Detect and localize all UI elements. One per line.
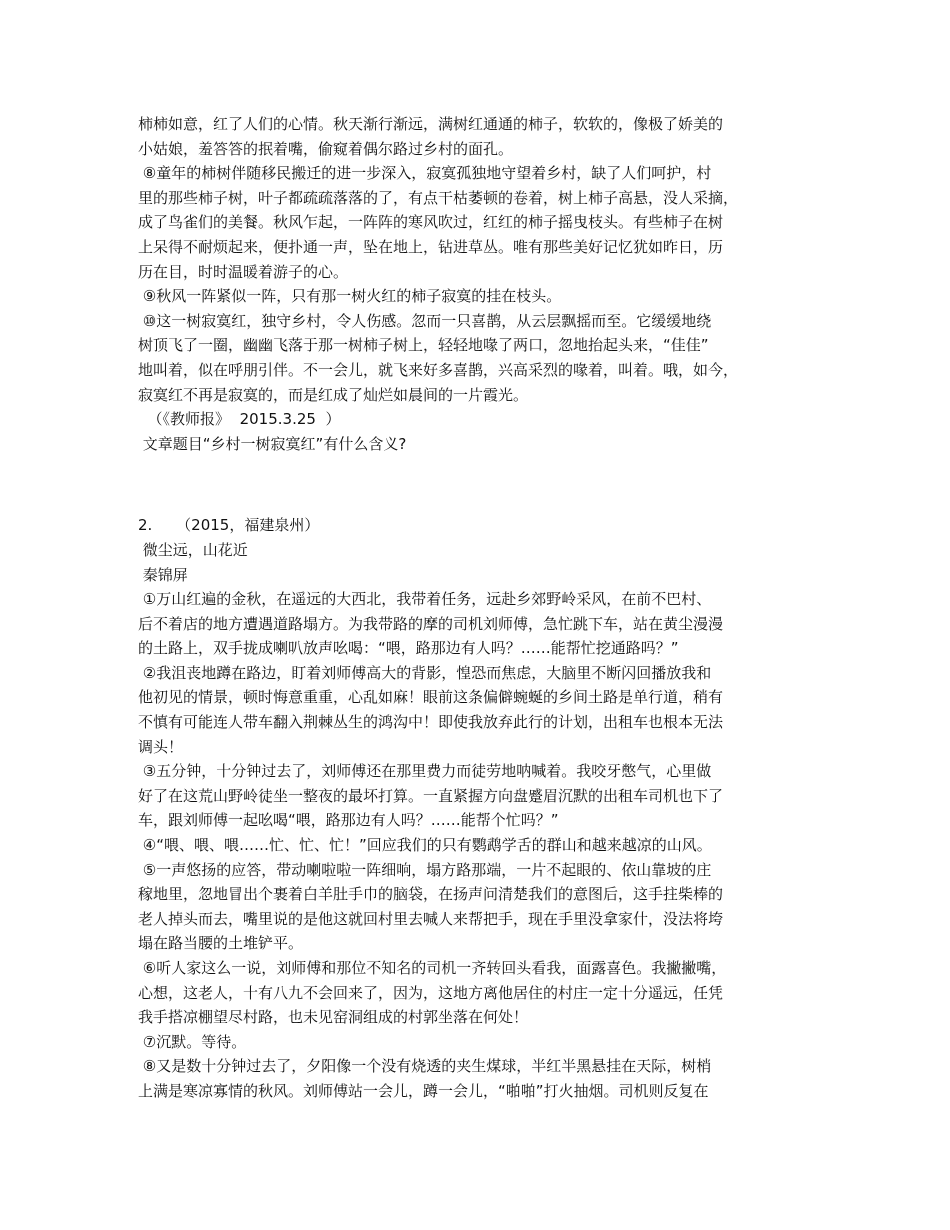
source-citation: （《教师报》 2015.3.25 ） [138, 410, 341, 429]
text-line: ⑦沉默。等待。 [138, 1032, 247, 1051]
text-line: 寂寞红不再是寂寞的，而是红成了灿烂如晨间的一片霞光。 [138, 385, 529, 404]
text-line: ③五分钟，十分钟过去了，刘师傅还在那里费力而徒劳地呐喊着。我咬牙憋气，心里做 [138, 762, 712, 781]
article-author: 秦锦屏 [138, 565, 188, 584]
text-line: 车，跟刘师傅一起吆喝“喂，路那边有人吗？……能帮个忙吗？” [138, 811, 559, 830]
question-number: 2. （2015，福建泉州） [138, 516, 320, 535]
text-line: ⑧又是数十分钟过去了，夕阳像一个没有烧透的夹生煤球，半红半黑悬挂在天际，树梢 [138, 1057, 712, 1076]
text-line: 好了在这荒山野岭徒坐一整夜的最坏打算。一直紧握方向盘蹙眉沉默的出租车司机也下了 [138, 786, 724, 805]
section-gap [138, 456, 752, 513]
text-line: 地叫着，似在呼朋引伴。不一会儿，就飞来好多喜鹊，兴高采烈的喙着，叫着。哦，如今， [138, 360, 739, 379]
text-line: 稼地里，忽地冒出个裹着白羊肚手巾的脑袋，在扬声问清楚我们的意图后，这手拄柴棒的 [138, 885, 724, 904]
document-page [138, 112, 752, 1104]
text-line: ④“喂、喂、喂……忙、忙、忙！”回应我们的只有鹦鹉学舌的群山和越来越凉的山风。 [138, 836, 712, 855]
text-line: ⑤一声悠扬的应答，带动喇啦啦一阵细响，塌方路那端，一片不起眼的、依山靠坡的庄 [138, 860, 712, 879]
passage-ending [138, 112, 752, 456]
question: 文章题目“乡村一树寂寞红”有什么含义? [138, 434, 407, 453]
text-line: ②我沮丧地蹲在路边，盯着刘师傅高大的背影，惶恐而焦虑，大脑里不断闪回播放我和 [138, 663, 712, 682]
text-line: 他初见的情景，顿时悔意重重，心乱如麻！眼前这条偏僻蜿蜒的乡间土路是单行道，稍有 [138, 688, 724, 707]
text-line: ⑨秋风一阵紧似一阵，只有那一树火红的柿子寂寞的挂在枝头。 [138, 287, 562, 306]
text-line: 上满是寒凉寡情的秋风。刘师傅站一会儿，蹲一会儿，“啪啪”打火抽烟。司机则反复在 [138, 1081, 709, 1100]
text-line: 心想，这老人，十有八九不会回来了，因为，这地方离他居住的村庄一定十分遥远，任凭 [138, 983, 724, 1002]
article-title: 微尘远，山花近 [138, 540, 248, 559]
text-line: 树顶飞了一圈，幽幽飞落于那一树柿子树上，轻轻地喙了两口，忽地抬起头来，“佳佳” [138, 336, 709, 355]
text-line: 老人掉头而去，嘴里说的是他这就回村里去喊人来帮把手，现在手里没拿家什，没法将垮 [138, 909, 724, 928]
text-line: ⑩这一树寂寞红，独守乡村，令人伤感。忽而一只喜鹊，从云层飘摇而至。它缓缓地绕 [138, 311, 712, 330]
text-line: ⑥听人家这么一说，刘师傅和那位不知名的司机一齐转回头看我，面露喜色。我撇撇嘴， [138, 959, 727, 977]
text-line: 历在目，时时温暖着游子的心。 [138, 262, 349, 281]
text-line: 的土路上，双手拢成喇叭放声吆喝：“喂，路那边有人吗？……能帮忙挖通路吗？” [138, 639, 679, 658]
text-line: 里的那些柿子树，叶子都疏疏落落的了，有点干枯萎顿的卷着，树上柿子高悬，没人采摘， [138, 188, 739, 207]
text-line: 我手搭凉棚望尽村路，也未见窑洞组成的村郭坐落在何处！ [138, 1008, 529, 1027]
text-line: 调头！ [138, 737, 184, 756]
text-line: 塌在路当腰的土堆铲平。 [138, 934, 304, 953]
text-line: 后不着店的地方遭遇道路塌方。为我带路的摩的司机刘师傅，急忙跳下车，站在黄尘漫漫 [138, 614, 724, 633]
text-line: 不慎有可能连人带车翻入荆棘丛生的鸿沟中！即使我放弃此行的计划，出租车也根本无法 [138, 713, 724, 732]
text-line: ①万山红遍的金秋，在遥远的大西北，我带着任务，远赴乡郊野岭采风，在前不巴村、 [138, 590, 712, 609]
text-line: 柿柿如意，红了人们的心情。秋天渐行渐远，满树红通通的柿子，软软的，像极了娇美的 [138, 115, 724, 133]
passage-two [138, 513, 752, 1103]
text-line: 小姑娘，羞答答的抿着嘴，偷窥着偶尔路过乡村的面孔。 [138, 139, 514, 158]
text-line: 上呆得不耐烦起来，便扑通一声，坠在地上，钻进草丛。唯有那些美好记忆犹如昨日，历 [138, 237, 724, 256]
text-line: 成了鸟雀们的美餐。秋风乍起，一阵阵的寒风吹过，红红的柿子摇曳枝头。有些柿子在树 [138, 213, 724, 232]
text-line: ⑧童年的柿树伴随移民搬迁的进一步深入，寂寞孤独地守望着乡村，缺了人们呵护，村 [138, 164, 712, 183]
